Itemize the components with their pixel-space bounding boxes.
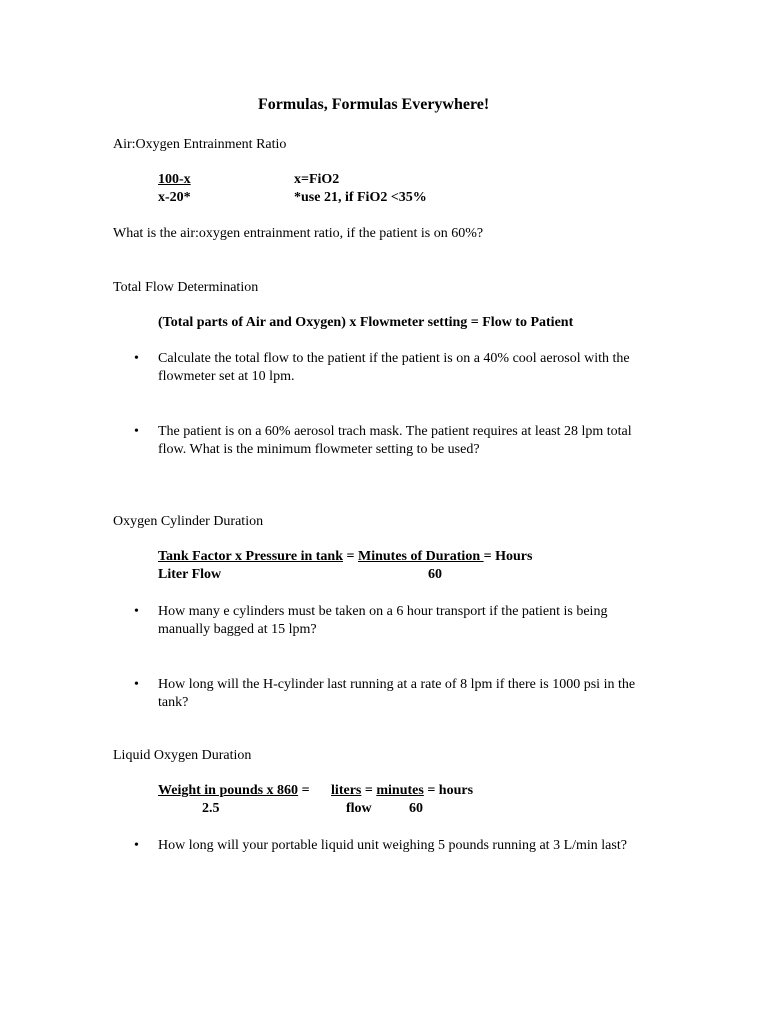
formula-denominator: 60: [409, 801, 423, 816]
bullet-icon: •: [134, 677, 139, 692]
section-heading: Oxygen Cylinder Duration: [113, 514, 264, 529]
formula-minutes: minutes: [376, 783, 424, 798]
formula-result: = hours: [423, 783, 474, 798]
formula-line: [158, 548, 532, 566]
formula-numerator: Tank Factor x Pressure in tank: [158, 549, 344, 564]
formula-numerator: 100-x: [158, 172, 191, 187]
question-text: What is the air:oxygen entrainment ratio, if the patient is on 60%?: [113, 226, 484, 241]
formula-text: (Total parts of Air and Oxygen) x Flowmeter setting = Flow to Patient: [158, 315, 574, 330]
list-item: How many e cylinders must be taken on a 6 hour transport if the patient is being manually bagged at 15 lpm?: [158, 604, 608, 637]
page-title: Formulas, Formulas Everywhere!: [258, 96, 490, 113]
bullet-icon: •: [134, 838, 139, 853]
bullet-icon: •: [134, 351, 139, 366]
bullet-icon: •: [134, 604, 139, 619]
formula-equals: =: [343, 549, 358, 564]
formula-denominator: 60: [428, 567, 442, 582]
formula-numerator: Weight in pounds x 860: [158, 783, 299, 798]
section-heading: Total Flow Determination: [113, 280, 259, 295]
formula-note: *use 21, if FiO2 <35%: [294, 190, 427, 205]
list-item: The patient is on a 60% aerosol trach mask. The patient requires at least 28 lpm total flow. What is the minimum flowmeter setting to be used?: [158, 424, 632, 457]
formula-minutes: Minutes of Duration: [358, 549, 484, 564]
formula-denominator: x-20*: [158, 190, 191, 205]
bullet-icon: •: [134, 424, 139, 439]
formula-denominator: flow: [346, 801, 372, 816]
formula-line: [158, 782, 473, 800]
formula-equals: =: [298, 783, 314, 798]
formula-equals: =: [361, 783, 377, 798]
formula-denominator: Liter Flow: [158, 567, 222, 582]
list-item: Calculate the total flow to the patient if the patient is on a 40% cool aerosol with the flowmeter set at 10 lpm.: [158, 351, 630, 384]
section-heading: Air:Oxygen Entrainment Ratio: [113, 137, 287, 152]
section-heading: Liquid Oxygen Duration: [113, 748, 252, 763]
list-item: How long will the H-cylinder last running at a rate of 8 lpm if there is 1000 psi in the tank?: [158, 677, 636, 710]
formula-liters: liters: [331, 783, 362, 798]
formula-result: = Hours: [483, 549, 533, 564]
formula-denominator: 2.5: [202, 801, 220, 816]
formula-definition: x=FiO2: [294, 172, 340, 187]
list-item: How long will your portable liquid unit weighing 5 pounds running at 3 L/min last?: [158, 838, 627, 853]
